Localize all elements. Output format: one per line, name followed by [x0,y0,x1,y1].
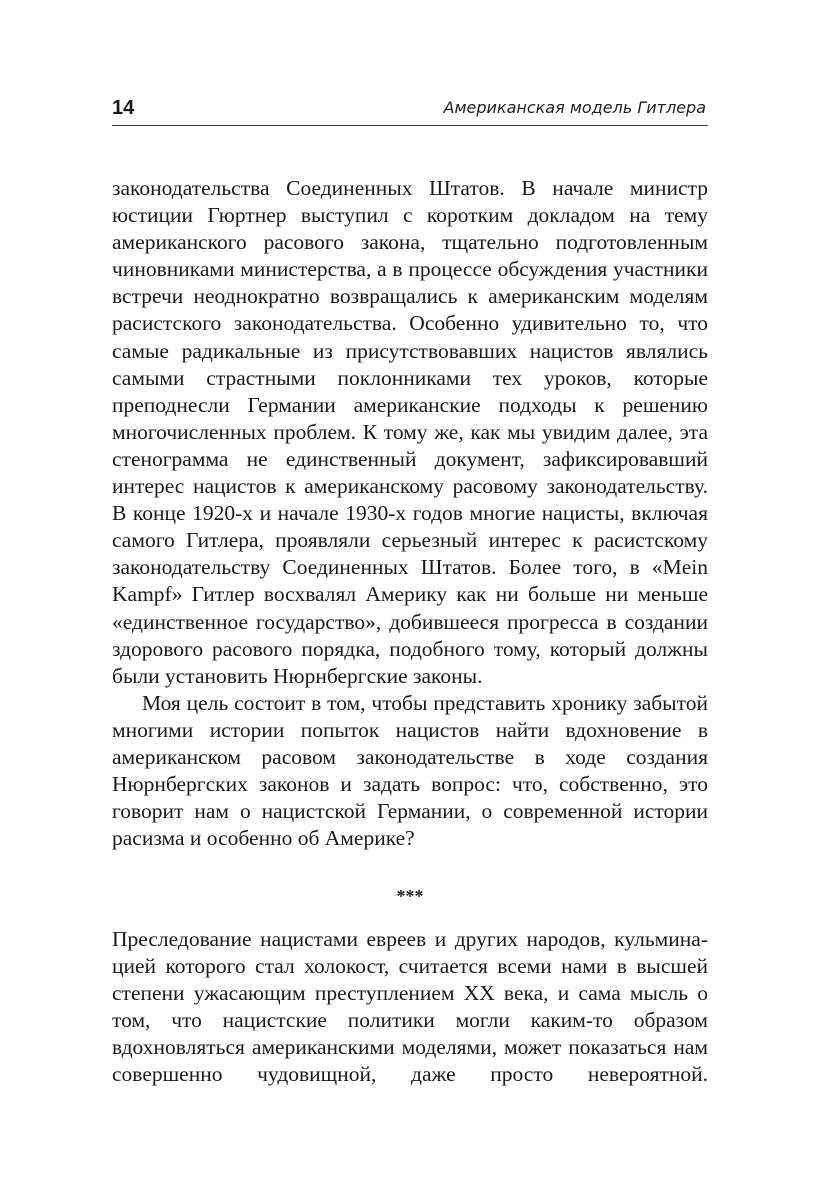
running-header [112,96,708,126]
paragraph-aim: Моя цель состоит в том, чтобы представить хронику забытой многими истории попыток нацистов найти вдохновение в американском расовом законодательстве в ходе создания Нюрнбергских законов и задать вопрос: что, собственно, это говорит нам о нацистской Германии, о современной истории расизма и особенно об Америке? [112,690,708,851]
paragraph-persecution: Преследование нацистами евреев и других народов, кульминацией которого стал холокост, считается всеми нами в высшей степени ужасающим преступлением XX века, и сама мысль о том, что нацистские политики могли каким-то образом вдохновляться американскими моделями, может показаться нам совершенно чудовищной, даже просто невероятной. [112,927,708,1087]
section-separator: *** [396,886,424,906]
running-title: Американская модель Гитлера [443,98,706,117]
page-number: 14 [112,97,135,119]
paragraph-continued: законодательства Соединенных Штатов. В начале министр юстиции Гюртнер выступил с коротким докладом на тему американского расового закона, тщательно подготовленным чиновниками министерства, а в процессе обсуждения участники встречи неоднократно возвращались к американским моделям расистского законодательства. Особенно удивительно то, что самые радикальные из присутствовавших нацистов являлись самыми страстными поклонниками тех уроков, которые преподнесли Германии американские подходы к решению многочисленных проблем. К тому же, как мы увидим далее, эта стенограмма не единственный документ, зафиксировавший интерес нацистов к американскому расовому законодательству. В конце 1920-х и начале 1930-х годов многие нацисты, включая самого Гитлера, проявляли серьезный интерес к расистскому законодательству Соединенных Штатов. Более того, в «Mein Kampf» Гитлер восхвалял Америку как ни больше ни меньше «единственное государство», добившееся прогресса в создании здорового расового порядка, подобного тому, который должны были установить Нюрнбергские законы. [112,176,708,688]
body-text-top [112,175,708,852]
body-text-bottom [112,926,708,1089]
